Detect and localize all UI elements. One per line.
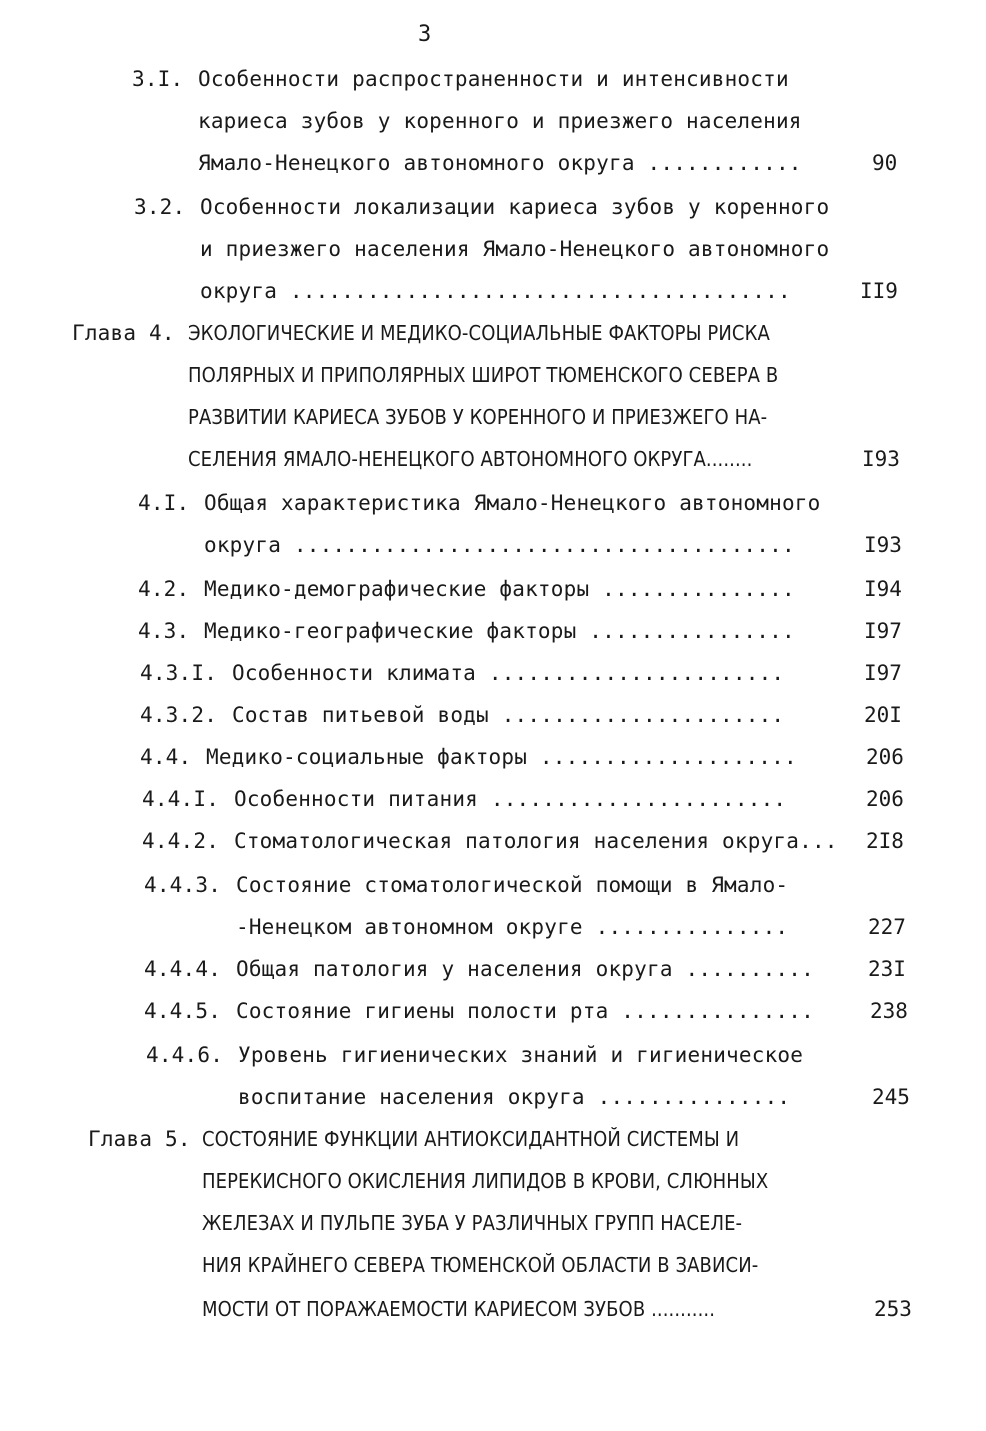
toc-entry-number: 4.4.: [140, 745, 192, 769]
toc-chapter-line: ЭКОЛОГИЧЕСКИЕ И МЕДИКО-СОЦИАЛЬНЫЕ ФАКТОРЫ РИСКА: [188, 321, 770, 345]
toc-entry-page: 253: [874, 1297, 912, 1321]
toc-entry-line: Особенности локализации кариеса зубов у коренного: [200, 195, 830, 219]
toc-entry-page: I94: [864, 577, 902, 601]
toc-chapter-line: СЕЛЕНИЯ ЯМАЛО-НЕНЕЦКОГО АВТОНОМНОГО ОКРУГА........: [188, 447, 753, 471]
toc-entry-page: I93: [864, 533, 902, 557]
toc-entry-line: Состояние гигиены полости рта ...............: [236, 999, 814, 1023]
toc-entry-line: Особенности климата .......................: [232, 661, 785, 685]
toc-entry-line: Уровень гигиенических знаний и гигиеническое: [238, 1043, 804, 1067]
toc-entry-line: кариеса зубов у коренного и приезжего населения: [198, 109, 802, 133]
toc-entry-number: 4.3.: [138, 619, 190, 643]
toc-chapter-line: СОСТОЯНИЕ ФУНКЦИИ АНТИОКСИДАНТНОЙ СИСТЕМЫ И: [202, 1127, 740, 1151]
toc-entry-page: 2I8: [866, 829, 904, 853]
toc-entry-page: 245: [872, 1085, 910, 1109]
toc-entry-line: Стоматологическая патология населения округа...: [234, 829, 838, 853]
toc-entry-page: II9: [860, 279, 898, 303]
toc-entry-number: 3.I.: [132, 67, 184, 91]
toc-entry-page: I93: [862, 447, 900, 471]
toc-entry-page: 90: [872, 151, 898, 175]
toc-entry-page: I97: [864, 619, 902, 643]
toc-entry-line: и приезжего населения Ямало-Ненецкого автономного: [200, 237, 830, 261]
toc-chapter-line: МОСТИ ОТ ПОРАЖАЕМОСТИ КАРИЕСОМ ЗУБОВ ...........: [202, 1297, 716, 1321]
toc-entry-page: 206: [866, 745, 904, 769]
toc-chapter-line: ЖЕЛЕЗАХ И ПУЛЬПЕ ЗУБА У РАЗЛИЧНЫХ ГРУПП НАСЕЛЕ-: [202, 1211, 743, 1235]
toc-entry-number: 4.4.2.: [142, 829, 220, 853]
toc-entry-page: 227: [868, 915, 906, 939]
toc-entry-line: Общая характеристика Ямало-Ненецкого автономного: [204, 491, 821, 515]
page-number: 3: [418, 22, 432, 47]
toc-entry-number: 4.2.: [138, 577, 190, 601]
toc-entry-line: -Ненецком автономном округе ...............: [236, 915, 789, 939]
toc-entry-page: 206: [866, 787, 904, 811]
toc-chapter-line: НИЯ КРАЙНЕГО СЕВЕРА ТЮМЕНСКОЙ ОБЛАСТИ В ЗАВИСИ-: [202, 1253, 759, 1277]
toc-chapter-line: РАЗВИТИИ КАРИЕСА ЗУБОВ У КОРЕННОГО И ПРИЕЗЖЕГО НА-: [188, 405, 768, 429]
toc-entry-page: 238: [870, 999, 908, 1023]
toc-entry-page: 20I: [864, 703, 902, 727]
toc-entry-line: Медико-демографические факторы ...............: [204, 577, 795, 601]
toc-entry-number: 4.4.5.: [144, 999, 222, 1023]
toc-chapter-line: ПОЛЯРНЫХ И ПРИПОЛЯРНЫХ ШИРОТ ТЮМЕНСКОГО СЕВЕРА В: [188, 363, 779, 387]
toc-entry-line: Ямало-Ненецкого автономного округа ............: [198, 151, 802, 175]
toc-entry-number: 4.4.4.: [144, 957, 222, 981]
toc-entry-line: Особенности распространенности и интенсивности: [198, 67, 789, 91]
toc-entry-number: 4.3.I.: [140, 661, 218, 685]
toc-entry-number: 4.3.2.: [140, 703, 218, 727]
toc-entry-line: Состояние стоматологической помощи в Ямало-: [236, 873, 789, 897]
toc-entry-line: Состав питьевой воды ......................: [232, 703, 785, 727]
toc-chapter-number: Глава 4.: [72, 321, 175, 345]
toc-entry-number: 4.4.I.: [142, 787, 220, 811]
toc-entry-page: I97: [864, 661, 902, 685]
toc-entry-line: Особенности питания .......................: [234, 787, 787, 811]
toc-entry-number: 4.4.3.: [144, 873, 222, 897]
toc-entry-line: Медико-социальные факторы ....................: [206, 745, 797, 769]
toc-entry-line: округа .......................................: [204, 533, 795, 557]
toc-entry-line: округа .......................................: [200, 279, 791, 303]
toc-entry-page: 23I: [868, 957, 906, 981]
toc-entry-line: воспитание населения округа ...............: [238, 1085, 791, 1109]
toc-entry-line: Общая патология у населения округа ..........: [236, 957, 814, 981]
toc-entry-line: Медико-географические факторы ................: [204, 619, 795, 643]
toc-chapter-number: Глава 5.: [88, 1127, 191, 1151]
toc-entry-number: 4.I.: [138, 491, 190, 515]
toc-entry-number: 4.4.6.: [146, 1043, 224, 1067]
toc-chapter-line: ПЕРЕКИСНОГО ОКИСЛЕНИЯ ЛИПИДОВ В КРОВИ, СЛЮННЫХ: [202, 1169, 769, 1193]
toc-entry-number: 3.2.: [134, 195, 186, 219]
